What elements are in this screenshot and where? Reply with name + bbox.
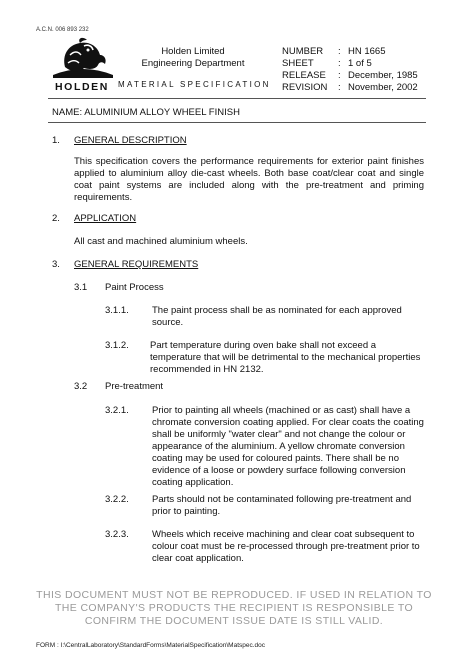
acn-number: A.C.N. 006 893 232: [36, 27, 89, 33]
spec-name: NAME: ALUMINIUM ALLOY WHEEL FINISH: [52, 107, 240, 118]
company-block: [118, 46, 268, 70]
reproduction-notice: THIS DOCUMENT MUST NOT BE REPRODUCED. IF USED IN RELATION TO THE COMPANY'S PRODUCTS THE RECIPIENT IS RESPONSIBLE TO CONFIRM THE DOCUMENT ISSUE DATE IS STILL VALID.: [36, 589, 432, 627]
colon: :: [338, 46, 341, 57]
colon: :: [338, 82, 341, 93]
section-3-2-title: Pre-treatment: [105, 381, 164, 392]
department-name: Engineering Department: [141, 58, 245, 69]
revision-label: REVISION: [282, 82, 328, 93]
company-name: Holden Limited: [161, 46, 225, 57]
colon: :: [338, 58, 341, 69]
name-divider: [48, 122, 426, 123]
item-3-2-1-number: 3.2.1.: [105, 405, 129, 416]
header-divider: [48, 98, 426, 99]
holden-wordmark: HOLDEN: [55, 81, 109, 93]
item-3-1-2-number: 3.1.2.: [105, 340, 129, 351]
section-2-body: All cast and machined aluminium wheels.: [74, 236, 248, 247]
section-3-2-number: 3.2: [74, 381, 88, 392]
item-3-1-1-number: 3.1.1.: [105, 305, 129, 316]
item-3-1-1-text: The paint process shall be as nominated for each approved source.: [152, 305, 402, 328]
item-3-2-3-text: Wheels which receive machining and clear coat subsequent to colour coat must be re-processed through pre-treatment prior to clear coat application.: [152, 529, 420, 564]
item-3-2-3-number: 3.2.3.: [105, 529, 129, 540]
section-3-title: GENERAL REQUIREMENTS: [74, 259, 199, 270]
section-3-1-number: 3.1: [74, 282, 88, 293]
document-type: MATERIAL SPECIFICATION: [118, 80, 271, 89]
number-label: NUMBER: [282, 46, 324, 57]
section-1-body: This specification covers the performance requirements for exterior paint finishes applied to aluminium alloy die-cast wheels. Both base coat/clear coat and single coat paint systems are included along with the pre-treatment and priming requirements.: [74, 156, 424, 203]
sheet-label: SHEET: [282, 58, 314, 69]
form-path: FORM : I:\CentralLaboratory\StandardForms\MaterialSpecification\Matspec.doc: [36, 642, 266, 649]
section-2-number: 2.: [52, 213, 60, 224]
sheet-value: 1 of 5: [348, 58, 372, 69]
release-label: RELEASE: [282, 70, 326, 81]
item-3-2-2-text: Parts should not be contaminated following pre-treatment and prior to painting.: [152, 494, 412, 517]
section-3-number: 3.: [52, 259, 60, 270]
section-1-title: GENERAL DESCRIPTION: [74, 135, 187, 146]
section-3-1-title: Paint Process: [105, 282, 164, 293]
colon: :: [338, 70, 341, 81]
section-2-title: APPLICATION: [74, 213, 137, 224]
revision-value: November, 2002: [348, 82, 418, 93]
holden-lion-logo-icon: [50, 37, 116, 79]
section-1-number: 1.: [52, 135, 60, 146]
item-3-1-2-text: Part temperature during oven bake shall not exceed a temperature that will be detrimental to the mechanical properties recommended in HN 2132.: [150, 340, 421, 375]
release-value: December, 1985: [348, 70, 418, 81]
item-3-2-1-text: Prior to painting all wheels (machined or as cast) shall have a chromate conversion coating applied. For clear coats the coating shall be uniformly "water clear" and not change the colour or appearance of the aluminium. A yellow chromate conversion coating may be used for coloured paints. There shall be no evidence of a loose or powdery surface following conversion coating application.: [152, 405, 424, 488]
item-3-2-2-number: 3.2.2.: [105, 494, 129, 505]
number-value: HN 1665: [348, 46, 386, 57]
